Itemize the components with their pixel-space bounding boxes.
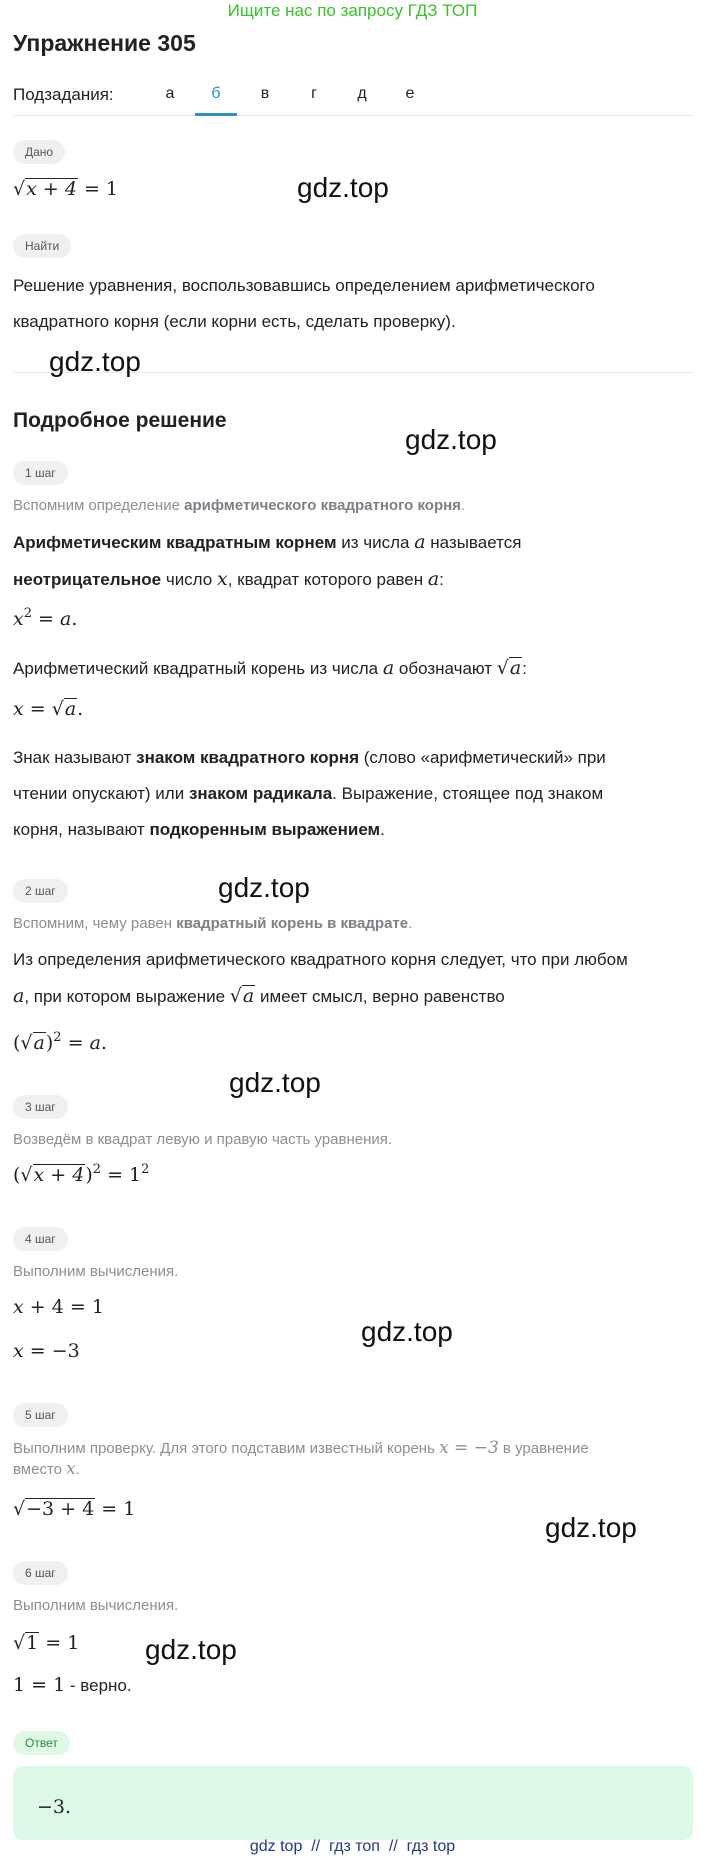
given-equation: √x + 4 = 1 — [13, 178, 119, 200]
step-6-line-2: 1 = 1 - верно. — [13, 1674, 132, 1696]
step-6-line-1: √1 = 1 — [13, 1632, 80, 1654]
solution-title: Подробное решение — [13, 409, 227, 432]
step-4-line-1: x + 4 = 1 — [13, 1296, 104, 1318]
step-2-hint: Вспомним, чему равен квадратный корень в квадрате. — [13, 915, 413, 932]
tab-b[interactable]: б — [211, 85, 221, 102]
tab-d[interactable]: д — [357, 85, 367, 102]
watermark: gdz.top — [545, 1512, 637, 1543]
subtasks-bar — [13, 82, 693, 116]
step-2-text: Из определения арифметического квадратного корня следует, что при любом a, при котором выражение √a имеет смысл, верно равенство — [13, 950, 628, 1007]
footer-separator: // — [388, 1838, 398, 1855]
watermark: gdz.top — [229, 1067, 321, 1098]
find-pill: Найти — [13, 234, 71, 258]
step-4-hint: Выполним вычисления. — [13, 1263, 179, 1280]
step-2-pill: 2 шаг — [13, 879, 68, 903]
watermark: gdz.top — [145, 1634, 237, 1665]
answer-value: −3. — [37, 1796, 72, 1818]
footer-links — [0, 1838, 705, 1856]
step-1-hint: Вспомним определение арифметического квадратного корня. — [13, 497, 466, 514]
watermark: gdz.top — [405, 424, 497, 455]
subtasks-label: Подзадания: — [13, 85, 114, 104]
watermark: gdz.top — [361, 1316, 453, 1347]
step-1-pill: 1 шаг — [13, 461, 68, 485]
step-1-formula-1: $x^2 = a$. — [13, 606, 78, 630]
find-text: Решение уравнения, воспользовавшись определением арифметического квадратного корня (если корни есть, сделать проверку). — [13, 276, 595, 331]
active-tab-indicator — [195, 113, 237, 116]
step-4-line-2: x = −3 — [13, 1340, 80, 1362]
watermark: gdz.top — [218, 872, 310, 903]
tab-g[interactable]: г — [311, 85, 317, 102]
step-3-formula: $(√x + 4)^2 = 1^2$ — [13, 1162, 150, 1186]
given-pill: Дано — [13, 140, 65, 164]
step-1-formula-2: x = √a. — [13, 698, 84, 720]
tab-e[interactable]: е — [405, 85, 415, 102]
step-1-sign-text: Знак называют знаком квадратного корня (слово «арифметический» при чтении опускают) или знаком радикала. Выражение, стоящее под знаком корня, называют подкоренным выражением. — [13, 748, 606, 839]
footer-link-2[interactable]: гдз топ — [329, 1838, 380, 1855]
answer-box — [13, 1766, 693, 1840]
step-1-notation: Арифметический квадратный корень из числа a обозначают √a: — [13, 657, 527, 679]
footer-link-3[interactable]: гдз top — [406, 1838, 456, 1855]
step-4-pill: 4 шаг — [13, 1227, 68, 1251]
step-3-hint: Возведём в квадрат левую и правую часть уравнения. — [13, 1131, 393, 1148]
top-banner: Ищите нас по запросу ГДЗ ТОП — [227, 1, 478, 20]
answer-pill: Ответ — [13, 1731, 70, 1755]
step-2-formula: $(√a)^2 = a$. — [13, 1030, 107, 1054]
footer-separator: // — [311, 1838, 321, 1855]
footer-link-1[interactable]: gdz top — [249, 1838, 303, 1855]
tab-a[interactable]: а — [165, 85, 175, 102]
step-6-hint: Выполним вычисления. — [13, 1597, 179, 1614]
step-5-formula: √−3 + 4 = 1 — [13, 1498, 136, 1520]
page-title: Упражнение 305 — [13, 30, 196, 56]
step-5-hint: Выполним проверку. Для этого подставим известный корень x = −3 в уравнение вместо x. — [13, 1438, 589, 1479]
step-6-pill: 6 шаг — [13, 1561, 68, 1585]
step-5-pill: 5 шаг — [13, 1403, 68, 1427]
watermark: gdz.top — [297, 172, 389, 203]
watermark: gdz.top — [49, 346, 141, 377]
step-3-pill: 3 шаг — [13, 1095, 68, 1119]
tab-v[interactable]: в — [260, 85, 270, 102]
step-1-definition: Арифметическим квадратным корнем из числа a называется неотрицательное число x, квадрат которого равен a: — [13, 531, 522, 590]
